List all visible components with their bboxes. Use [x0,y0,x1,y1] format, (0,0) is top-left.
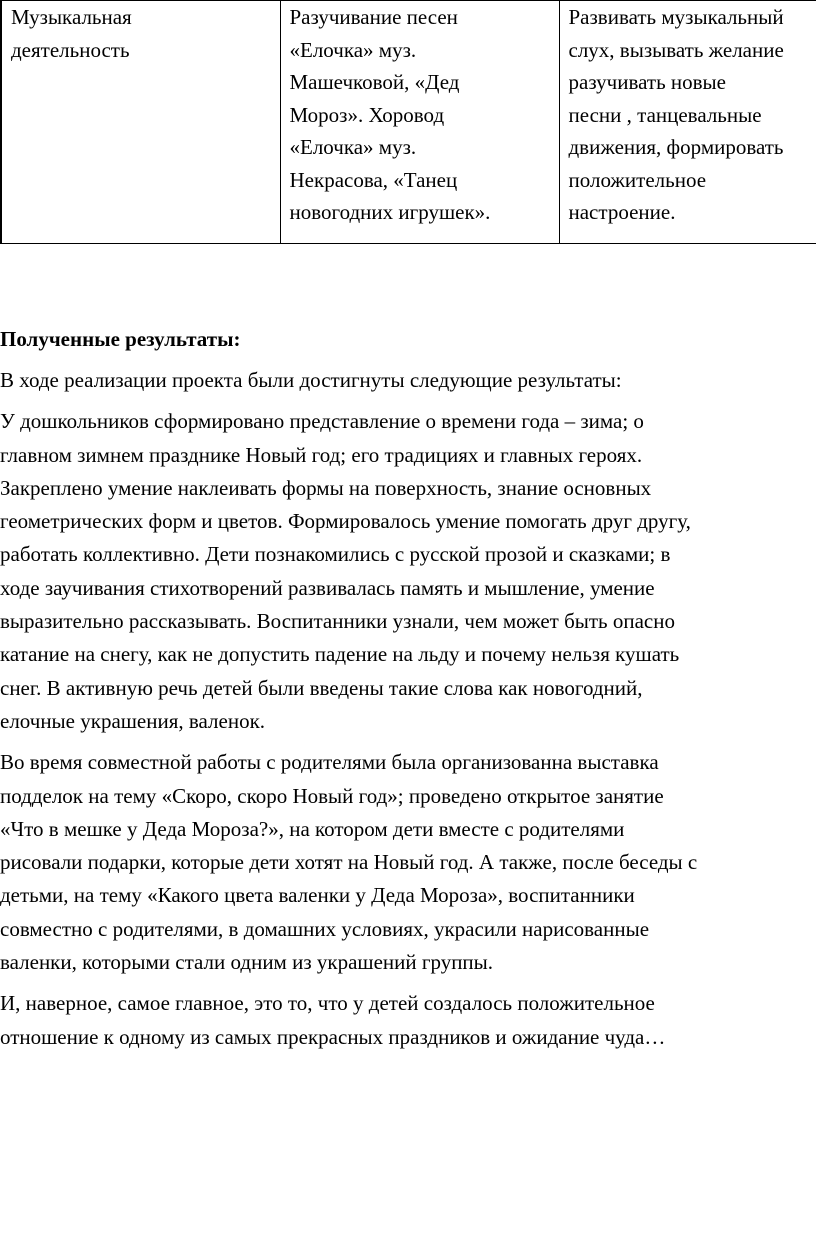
paragraph-line: работать коллективно. Дети познакомились с русской прозой и сказками; в [0,542,671,567]
table-cell-goals [559,1,816,244]
paragraph-line: елочные украшения, валенок. [0,708,266,733]
paragraph-line: ходе заучивания стихотворений развивалась память и мышление, умение [0,575,655,600]
results-paragraph-conclusion [0,987,816,1054]
cell-text [290,1,559,229]
paragraph-line: геометрических форм и цветов. Формировалось умение помогать друг другу, [0,509,691,534]
cell-line: слух, вызывать желание [568,37,784,62]
paragraph-line: детьми, на тему «Какого цвета валенки у Деда Мороза», воспитанники [0,883,635,908]
cell-line: разучивать новые [568,70,726,94]
cell-line: настроение. [568,200,676,224]
table-cell-content [280,1,559,244]
cell-text [11,1,280,66]
cell-line: положительное [568,167,707,192]
cell-line: Музыкальная [11,5,132,29]
cell-line: «Елочка» муз. [289,135,417,159]
paragraph-line: главном зимнем празднике Новый год; его традициях и главных героях. [0,442,643,467]
cell-line: движения, формировать [568,135,784,159]
results-section [0,322,816,1062]
cell-line: Некрасова, «Танец [289,167,458,192]
paragraph-line: снег. В активную речь детей были введены такие слова как новогодний, [0,675,643,700]
activity-table-wrapper [0,0,816,244]
paragraph-line: совместно с родителями, в домашних условиях, украсили нарисованные [0,916,650,941]
paragraph-line: отношение к одному из самых прекрасных праздников и ожидание чуда… [0,1024,666,1049]
paragraph-line: И, наверное, самое главное, это то, что у детей создалось положительное [0,991,655,1016]
paragraph-line: валенки, которыми стали одним из украшений группы. [0,950,494,975]
results-heading: Полученные результаты: [0,327,241,351]
table-cell-activity-type [1,1,280,244]
cell-line: песни , танцевальные [568,102,762,127]
cell-line: Развивать музыкальный [568,5,784,29]
paragraph-line: Во время совместной работы с родителями была организованна выставка [0,750,659,775]
cell-text [569,1,816,229]
cell-line: «Елочка» муз. [289,37,417,62]
results-paragraph-parents [0,746,816,979]
paragraph-line: подделок на тему «Скоро, скоро Новый год»; проведено открытое занятие [0,783,664,808]
paragraph-line: У дошкольников сформировано представление о времени года – зима; о [0,409,644,434]
cell-line: Разучивание песен [289,5,458,29]
paragraph-line: катание на снегу, как не допустить падение на льду и почему нельзя кушать [0,642,680,667]
cell-line: Мороз». Хоровод [289,102,445,127]
cell-line: новогодних игрушек». [289,200,491,224]
paragraph-line: «Что в мешке у Деда Мороза?», на котором дети вместе с родителями [0,816,625,841]
table-row [1,1,816,244]
paragraph-line: рисовали подарки, которые дети хотят на Новый год. А также, после беседы с [0,850,698,875]
activity-table [0,0,816,244]
cell-line: деятельность [11,37,130,62]
results-intro-paragraph: В ходе реализации проекта были достигнуты следующие результаты: [0,368,622,392]
paragraph-line: выразительно рассказывать. Воспитанники узнали, чем может быть опасно [0,609,675,634]
cell-line: Машечковой, «Дед [289,70,460,94]
paragraph-line: Закреплено умение наклеивать формы на поверхность, знание основных [0,475,652,500]
results-paragraph-knowledge [0,405,816,738]
